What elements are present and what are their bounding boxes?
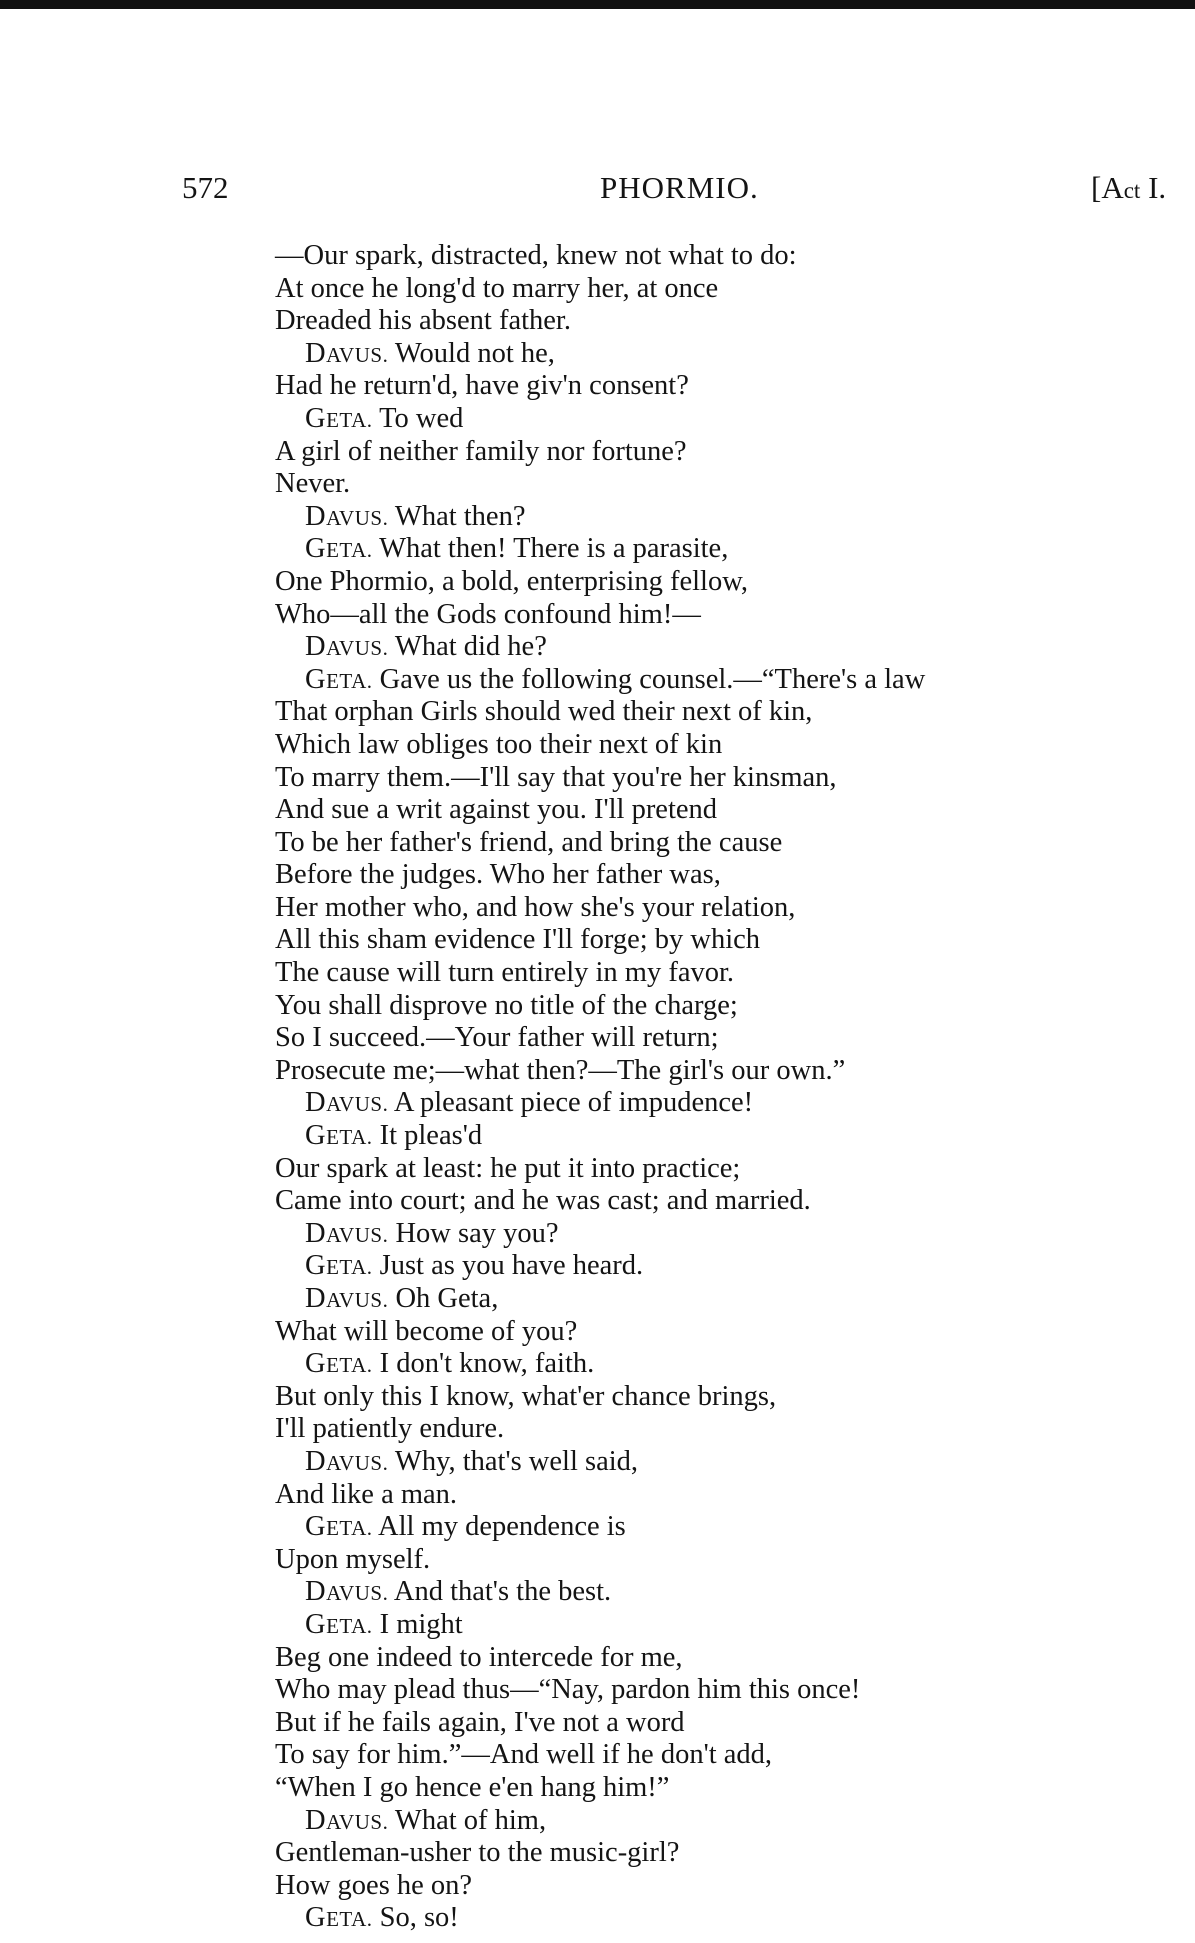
speaker-initial: D	[305, 500, 327, 532]
verse-line	[0, 1087, 1195, 1120]
page-number: 572	[182, 170, 229, 205]
speaker-rest: ETA.	[326, 1907, 373, 1932]
line-text: But if he fails again, I've not a word	[275, 1706, 685, 1738]
verse-line	[0, 1055, 1195, 1088]
speaker-rest: ETA.	[326, 407, 373, 432]
act-word: ct	[1123, 178, 1141, 203]
verse-line	[0, 1837, 1195, 1870]
verse-line	[0, 436, 1195, 469]
verse-line	[0, 957, 1195, 990]
line-text: To marry them.—I'll say that you're her kinsman,	[275, 761, 837, 793]
line-text: Her mother who, and how she's your relation,	[275, 891, 796, 923]
verse-line	[0, 1153, 1195, 1186]
line-text: Beg one indeed to intercede for me,	[275, 1641, 683, 1673]
speaker-name	[305, 1805, 388, 1836]
line-text: I might	[372, 1608, 463, 1640]
speaker-name	[305, 1348, 372, 1379]
line-text: Who—all the Gods confound him!—	[275, 598, 701, 630]
line-text: Would not he,	[388, 337, 555, 369]
verse-line	[0, 1511, 1195, 1544]
speaker-initial: G	[305, 1250, 327, 1282]
line-text: So I succeed.—Your father will return;	[275, 1022, 719, 1054]
speaker-name	[305, 403, 372, 434]
speaker-rest: AVUS.	[326, 1222, 389, 1247]
speaker-name	[305, 533, 372, 564]
speaker-initial: D	[305, 1576, 327, 1608]
line-text: “When I go hence e'en hang him!”	[275, 1771, 670, 1803]
line-text: One Phormio, a bold, enterprising fellow,	[275, 565, 749, 597]
line-text: What then! There is a parasite,	[372, 533, 729, 565]
speaker-initial: D	[305, 337, 327, 369]
verse-line	[0, 1805, 1195, 1838]
line-text: I don't know, faith.	[372, 1348, 595, 1380]
line-text: I'll patiently endure.	[275, 1413, 505, 1445]
line-text: How say you?	[388, 1217, 559, 1249]
speaker-rest: ETA.	[326, 1255, 373, 1280]
line-text: To be her father's friend, and bring the cause	[275, 826, 783, 858]
verse-line	[0, 1316, 1195, 1349]
line-text: Our spark at least: he put it into practice;	[275, 1152, 741, 1184]
speaker-name	[305, 1218, 388, 1249]
speaker-rest: AVUS.	[326, 505, 389, 530]
verse-line	[0, 1022, 1195, 1055]
verse-line	[0, 990, 1195, 1023]
line-text: Gentleman-usher to the music-girl?	[275, 1837, 680, 1869]
line-text: Gave us the following counsel.—“There's a law	[372, 663, 926, 695]
speaker-rest: ETA.	[326, 1613, 373, 1638]
line-text: That orphan Girls should wed their next of kin,	[275, 696, 813, 728]
verse-line	[0, 1576, 1195, 1609]
line-text: And sue a writ against you. I'll pretend	[275, 794, 718, 826]
verse-line	[0, 664, 1195, 697]
speaker-rest: AVUS.	[326, 1581, 389, 1606]
line-text: What will become of you?	[275, 1315, 578, 1347]
speaker-initial: G	[305, 1511, 327, 1543]
line-text: The cause will turn entirely in my favor.	[275, 957, 735, 989]
line-text: It pleas'd	[372, 1120, 483, 1152]
verse-text	[0, 240, 1195, 1935]
line-text: Before the judges. Who her father was,	[275, 859, 721, 891]
running-title: PHORMIO.	[600, 170, 759, 205]
verse-line	[0, 892, 1195, 925]
verse-line	[0, 501, 1195, 534]
line-text: —Our spark, distracted, knew not what to do:	[275, 240, 797, 271]
page-header	[0, 170, 1195, 210]
speaker-rest: AVUS.	[326, 1809, 389, 1834]
line-text: And that's the best.	[388, 1576, 612, 1608]
line-text: How goes he on?	[275, 1869, 473, 1901]
speaker-initial: D	[305, 1087, 327, 1119]
verse-line	[0, 305, 1195, 338]
verse-line	[0, 1381, 1195, 1414]
verse-line	[0, 631, 1195, 664]
line-text: To wed	[372, 402, 464, 434]
verse-line	[0, 273, 1195, 306]
line-text: A pleasant piece of impudence!	[388, 1087, 754, 1119]
speaker-name	[305, 338, 388, 369]
verse-line	[0, 827, 1195, 860]
verse-line	[0, 1707, 1195, 1740]
speaker-initial: G	[305, 1608, 327, 1640]
act-number: I.	[1148, 170, 1167, 205]
verse-line	[0, 1739, 1195, 1772]
verse-line	[0, 696, 1195, 729]
verse-line	[0, 1250, 1195, 1283]
speaker-initial: D	[305, 631, 327, 663]
verse-line	[0, 1120, 1195, 1153]
speaker-rest: AVUS.	[326, 342, 389, 367]
speaker-name	[305, 1250, 372, 1281]
verse-line	[0, 1479, 1195, 1512]
line-text: To say for him.”—And well if he don't add,	[275, 1739, 773, 1771]
verse-line	[0, 794, 1195, 827]
line-text: Never.	[275, 468, 351, 500]
speaker-initial: G	[305, 1120, 327, 1152]
verse-line	[0, 1609, 1195, 1642]
act-bracket: [	[1091, 170, 1102, 205]
line-text: Had he return'd, have giv'n consent?	[275, 370, 689, 402]
verse-line	[0, 1348, 1195, 1381]
verse-line	[0, 1283, 1195, 1316]
line-text: Which law obliges too their next of kin	[275, 728, 723, 760]
verse-line	[0, 1413, 1195, 1446]
verse-line	[0, 240, 1195, 273]
speaker-rest: AVUS.	[326, 636, 389, 661]
speaker-name	[305, 1511, 372, 1542]
line-text: Just as you have heard.	[372, 1250, 644, 1282]
verse-line	[0, 566, 1195, 599]
speaker-rest: ETA.	[326, 668, 373, 693]
verse-line	[0, 1642, 1195, 1675]
speaker-initial: D	[305, 1445, 327, 1477]
verse-line	[0, 1902, 1195, 1935]
verse-line	[0, 924, 1195, 957]
verse-line	[0, 1870, 1195, 1903]
speaker-initial: G	[305, 402, 327, 434]
speaker-rest: AVUS.	[326, 1288, 389, 1312]
speaker-initial: D	[305, 1804, 327, 1836]
verse-line	[0, 859, 1195, 892]
verse-line	[0, 1772, 1195, 1805]
verse-line	[0, 468, 1195, 501]
speaker-name	[305, 664, 372, 695]
speaker-initial: G	[305, 1348, 327, 1380]
speaker-rest: ETA.	[326, 1353, 373, 1378]
speaker-initial: G	[305, 533, 327, 565]
speaker-name	[305, 631, 388, 662]
speaker-initial: D	[305, 1283, 327, 1314]
speaker-name	[305, 1283, 388, 1314]
verse-line	[0, 762, 1195, 795]
act-initial: A	[1101, 170, 1124, 205]
speaker-rest: ETA.	[326, 1516, 373, 1541]
speaker-initial: D	[305, 1217, 327, 1249]
line-text: Upon myself.	[275, 1543, 431, 1575]
verse-line	[0, 1544, 1195, 1577]
speaker-rest: AVUS.	[326, 1450, 389, 1475]
line-text: What then?	[388, 500, 526, 532]
line-text: Who may plead thus—“Nay, pardon him this once!	[275, 1674, 861, 1706]
verse-line	[0, 1446, 1195, 1479]
speaker-rest: ETA.	[326, 538, 373, 563]
act-label	[1091, 170, 1166, 206]
line-text: Dreaded his absent father.	[275, 305, 571, 337]
verse-line	[0, 599, 1195, 632]
speaker-name	[305, 1609, 372, 1640]
speaker-name	[305, 1576, 388, 1607]
verse-line	[0, 533, 1195, 566]
line-text: At once he long'd to marry her, at once	[275, 272, 719, 304]
line-text: Prosecute me;—what then?—The girl's our own.”	[275, 1054, 846, 1086]
verse-line	[0, 1185, 1195, 1218]
line-text: All this sham evidence I'll forge; by which	[275, 924, 761, 956]
line-text: What of him,	[388, 1804, 547, 1836]
verse-line	[0, 403, 1195, 436]
line-text: You shall disprove no title of the charge;	[275, 989, 738, 1021]
verse-line	[0, 338, 1195, 371]
speaker-name	[305, 1120, 372, 1151]
verse-line	[0, 729, 1195, 762]
line-text: So, so!	[372, 1902, 459, 1934]
speaker-initial: G	[305, 663, 327, 695]
speaker-name	[305, 1446, 388, 1477]
line-text: But only this I know, what'er chance brings,	[275, 1380, 777, 1412]
verse-line	[0, 370, 1195, 403]
speaker-name	[305, 1902, 372, 1933]
speaker-name	[305, 1087, 388, 1118]
speaker-rest: AVUS.	[326, 1092, 389, 1117]
line-text: What did he?	[388, 631, 547, 663]
line-text: Came into court; and he was cast; and married.	[275, 1185, 811, 1217]
speaker-name	[305, 501, 388, 532]
top-border-rule	[0, 0, 1195, 9]
speaker-rest: ETA.	[326, 1125, 373, 1150]
line-text: All my dependence is	[372, 1511, 626, 1543]
line-text: And like a man.	[275, 1478, 458, 1510]
line-text: Why, that's well said,	[388, 1445, 639, 1477]
line-text: A girl of neither family nor fortune?	[275, 435, 687, 467]
speaker-initial: G	[305, 1902, 327, 1934]
line-text: Oh Geta,	[388, 1283, 499, 1314]
verse-line	[0, 1674, 1195, 1707]
verse-line	[0, 1218, 1195, 1251]
